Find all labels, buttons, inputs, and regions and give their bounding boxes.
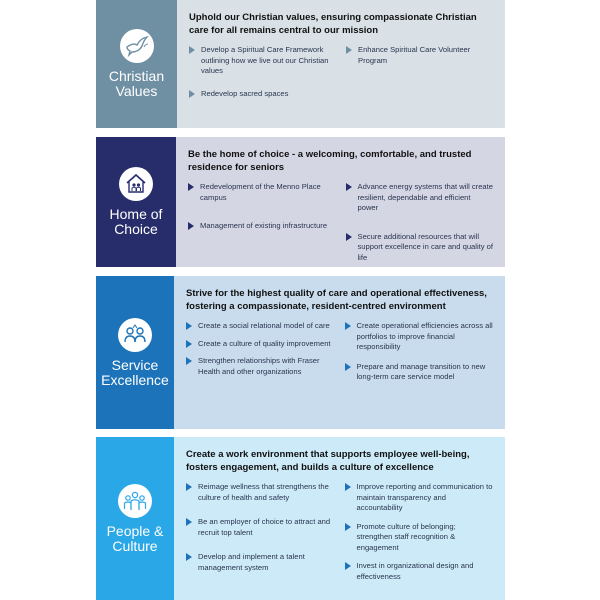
bullet-column-right [346,45,493,99]
bullet-item: Be an employer of choice to attract and recruit top talent [186,517,335,538]
section-sidebar [96,437,174,600]
bullet-grid [186,482,493,582]
bullet-item: Enhance Spiritual Care Volunteer Program [346,45,493,66]
arrow-bullet-icon [186,553,192,561]
arrow-bullet-icon [345,523,351,531]
arrow-bullet-icon [186,483,192,491]
section-title: Home of Choice [109,206,163,237]
section-heading: Be the home of choice - a welcoming, comfortable, and trusted residence for seniors [188,149,472,173]
bullet-item: Develop a Spiritual Care Framework outlining how we live out our Christian values [189,45,336,77]
arrow-bullet-icon [345,363,351,371]
bullet-column-right [345,482,494,582]
arrow-bullet-icon [186,518,192,526]
bullet-item: Create a culture of quality improvement [186,339,335,350]
bullet-item: Strengthen relationships with Fraser Health and other organizations [186,356,335,377]
bullet-grid [189,45,493,99]
section-title: Service Excellence [101,356,169,388]
people-icon [118,318,152,352]
team-icon [118,484,152,518]
bullet-item: Develop and implement a talent management system [186,552,335,573]
arrow-bullet-icon [346,46,352,54]
bullet-column-left [189,45,336,99]
section-body [176,137,505,267]
bullet-item: Promote culture of belonging; strengthen staff recognition & engagement [345,522,494,554]
section-title: Christian Values [108,68,165,99]
bullet-item: Create a social relational model of care [186,321,335,332]
arrow-bullet-icon [186,357,192,365]
section-heading: Uphold our Christian values, ensuring compassionate Christian care for all remains central to our mission [189,12,477,36]
bullet-column-right [345,321,494,383]
section-christian-values [96,0,505,128]
arrow-bullet-icon [189,90,195,98]
arrow-bullet-icon [345,322,351,330]
house-icon [119,167,153,201]
section-sidebar [96,276,174,429]
section-service-excellence [96,276,505,429]
arrow-bullet-icon [346,233,352,241]
section-body [174,437,505,600]
arrow-bullet-icon [186,322,192,330]
arrow-bullet-icon [186,340,192,348]
bullet-column-right [346,182,494,263]
section-body [174,276,505,429]
bullet-item: Improve reporting and communication to maintain transparency and accountability [345,482,494,514]
arrow-bullet-icon [345,483,351,491]
bullet-column-left [186,321,335,383]
bullet-grid [188,182,493,263]
bullet-item: Redevelopment of the Menno Place campus [188,182,336,203]
bullet-item: Advance energy systems that will create resilient, dependable and efficient power [346,182,494,214]
bullet-item: Reimage wellness that strengthens the culture of health and safety [186,482,335,503]
bullet-item: Management of existing infrastructure [188,221,336,232]
bullet-column-left [186,482,335,582]
dove-icon [120,29,154,63]
arrow-bullet-icon [188,183,194,191]
bullet-item: Prepare and manage transition to new long-term care service model [345,362,494,383]
section-sidebar [96,0,177,128]
arrow-bullet-icon [188,222,194,230]
section-title: People & Culture [106,522,164,554]
section-body [177,0,505,128]
section-people-culture [96,437,505,600]
section-heading: Strive for the highest quality of care and operational effectiveness, fostering a compassionate, resident-centred environment [186,288,487,312]
section-heading: Create a work environment that supports employee well-being, fosters engagement, and builds a culture of excellence [186,449,470,473]
bullet-item: Create operational efficiencies across all portfolios to improve financial responsibility [345,321,494,353]
bullet-column-left [188,182,336,263]
arrow-bullet-icon [345,562,351,570]
bullet-item: Secure additional resources that will support excellence in care and quality of life [346,232,494,264]
arrow-bullet-icon [346,183,352,191]
section-home-of-choice [96,137,505,267]
section-sidebar [96,137,176,267]
bullet-item: Redevelop sacred spaces [189,89,336,100]
bullet-grid [186,321,493,383]
bullet-item: Invest in organizational design and effectiveness [345,561,494,582]
arrow-bullet-icon [189,46,195,54]
